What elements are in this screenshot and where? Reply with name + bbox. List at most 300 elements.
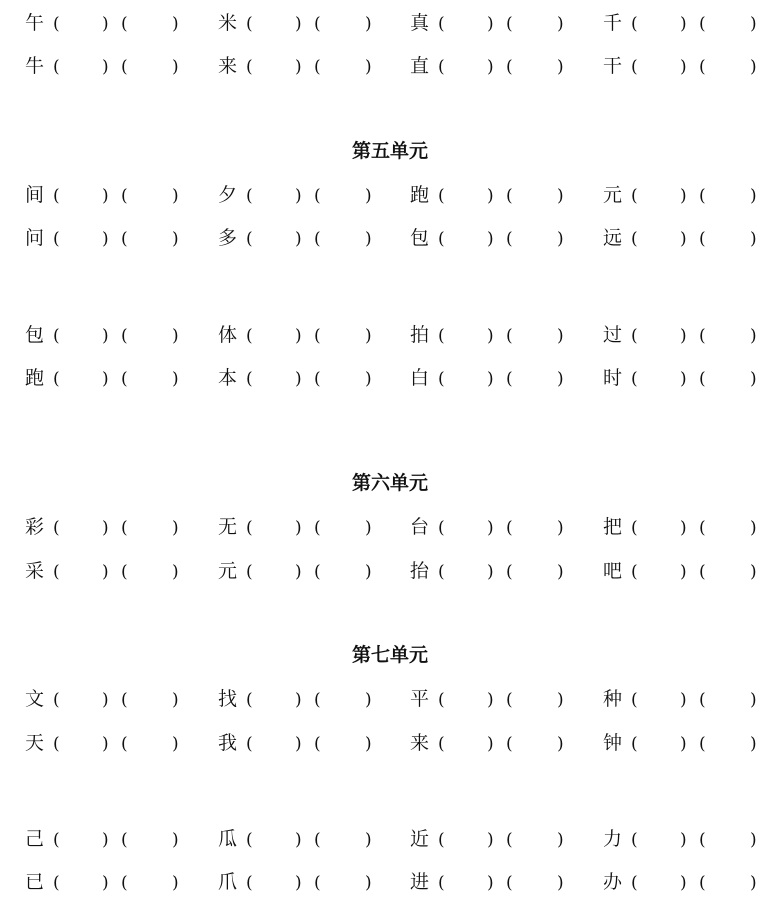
close-paren: ) (750, 229, 757, 249)
open-paren: ( (246, 57, 253, 77)
close-paren: ) (680, 873, 687, 893)
open-paren: ( (246, 690, 253, 710)
close-paren: ) (487, 57, 494, 77)
character: 吧 (603, 560, 623, 582)
character-item (410, 320, 600, 350)
close-paren: ) (750, 690, 757, 710)
character-row (0, 684, 780, 714)
open-paren: ( (631, 690, 638, 710)
open-paren: ( (314, 518, 321, 538)
character-item (603, 867, 780, 897)
open-paren: ( (506, 14, 513, 34)
character-item (410, 223, 600, 253)
close-paren: ) (295, 229, 302, 249)
character-item (603, 51, 780, 81)
open-paren: ( (121, 690, 128, 710)
character: 近 (410, 828, 430, 850)
character-row (0, 8, 780, 38)
open-paren: ( (438, 229, 445, 249)
character: 真 (410, 12, 430, 34)
open-paren: ( (506, 830, 513, 850)
character-item (603, 556, 780, 586)
character: 拍 (410, 324, 430, 346)
character: 爪 (218, 871, 238, 893)
character: 采 (25, 560, 45, 582)
character-item (25, 223, 215, 253)
close-paren: ) (487, 229, 494, 249)
character-item (218, 8, 408, 38)
character-item (603, 512, 780, 542)
open-paren: ( (438, 186, 445, 206)
close-paren: ) (172, 369, 179, 389)
open-paren: ( (121, 518, 128, 538)
open-paren: ( (121, 186, 128, 206)
close-paren: ) (557, 518, 564, 538)
open-paren: ( (121, 326, 128, 346)
character: 找 (218, 688, 238, 710)
close-paren: ) (295, 830, 302, 850)
character-item (218, 320, 408, 350)
character: 过 (603, 324, 623, 346)
open-paren: ( (121, 734, 128, 754)
character: 体 (218, 324, 238, 346)
character-item (218, 684, 408, 714)
open-paren: ( (506, 734, 513, 754)
character: 包 (410, 227, 430, 249)
close-paren: ) (295, 690, 302, 710)
character: 无 (218, 516, 238, 538)
close-paren: ) (750, 734, 757, 754)
character-row (0, 728, 780, 758)
close-paren: ) (680, 326, 687, 346)
close-paren: ) (557, 369, 564, 389)
character-item (218, 728, 408, 758)
character: 午 (25, 12, 45, 34)
character: 本 (218, 367, 238, 389)
close-paren: ) (295, 326, 302, 346)
open-paren: ( (631, 229, 638, 249)
character: 来 (410, 732, 430, 754)
close-paren: ) (680, 369, 687, 389)
close-paren: ) (102, 734, 109, 754)
close-paren: ) (750, 562, 757, 582)
character: 元 (218, 560, 238, 582)
character: 来 (218, 55, 238, 77)
open-paren: ( (438, 873, 445, 893)
character-item (25, 728, 215, 758)
open-paren: ( (53, 690, 60, 710)
open-paren: ( (438, 690, 445, 710)
close-paren: ) (172, 14, 179, 34)
character: 包 (25, 324, 45, 346)
close-paren: ) (295, 734, 302, 754)
open-paren: ( (631, 369, 638, 389)
close-paren: ) (557, 57, 564, 77)
character-item (218, 556, 408, 586)
open-paren: ( (121, 562, 128, 582)
close-paren: ) (680, 830, 687, 850)
close-paren: ) (487, 369, 494, 389)
close-paren: ) (365, 326, 372, 346)
character: 平 (410, 688, 430, 710)
character-item (25, 512, 215, 542)
close-paren: ) (750, 14, 757, 34)
close-paren: ) (680, 14, 687, 34)
close-paren: ) (557, 734, 564, 754)
close-paren: ) (487, 186, 494, 206)
open-paren: ( (631, 830, 638, 850)
close-paren: ) (102, 14, 109, 34)
character-row (0, 320, 780, 350)
close-paren: ) (750, 518, 757, 538)
close-paren: ) (172, 186, 179, 206)
close-paren: ) (750, 326, 757, 346)
close-paren: ) (365, 369, 372, 389)
close-paren: ) (365, 186, 372, 206)
character: 种 (603, 688, 623, 710)
character-item (410, 684, 600, 714)
character: 彩 (25, 516, 45, 538)
open-paren: ( (506, 369, 513, 389)
character-item (25, 51, 215, 81)
open-paren: ( (314, 690, 321, 710)
close-paren: ) (487, 734, 494, 754)
open-paren: ( (699, 369, 706, 389)
character-item (218, 867, 408, 897)
close-paren: ) (557, 873, 564, 893)
close-paren: ) (102, 57, 109, 77)
open-paren: ( (314, 229, 321, 249)
character: 台 (410, 516, 430, 538)
close-paren: ) (750, 57, 757, 77)
close-paren: ) (487, 518, 494, 538)
open-paren: ( (53, 562, 60, 582)
open-paren: ( (121, 229, 128, 249)
character: 进 (410, 871, 430, 893)
close-paren: ) (750, 830, 757, 850)
character: 跑 (25, 367, 45, 389)
close-paren: ) (172, 690, 179, 710)
character-row (0, 512, 780, 542)
open-paren: ( (438, 518, 445, 538)
open-paren: ( (506, 57, 513, 77)
open-paren: ( (53, 873, 60, 893)
open-paren: ( (53, 57, 60, 77)
character-row (0, 223, 780, 253)
open-paren: ( (53, 326, 60, 346)
character-item (410, 363, 600, 393)
close-paren: ) (557, 14, 564, 34)
close-paren: ) (102, 326, 109, 346)
close-paren: ) (102, 873, 109, 893)
character-item (410, 556, 600, 586)
close-paren: ) (557, 690, 564, 710)
open-paren: ( (246, 830, 253, 850)
open-paren: ( (121, 830, 128, 850)
character: 远 (603, 227, 623, 249)
close-paren: ) (487, 14, 494, 34)
character-item (25, 320, 215, 350)
open-paren: ( (53, 186, 60, 206)
open-paren: ( (506, 326, 513, 346)
open-paren: ( (438, 369, 445, 389)
open-paren: ( (699, 229, 706, 249)
character-item (410, 8, 600, 38)
character-item (603, 728, 780, 758)
character-item (603, 684, 780, 714)
close-paren: ) (557, 326, 564, 346)
open-paren: ( (699, 518, 706, 538)
character: 夕 (218, 184, 238, 206)
close-paren: ) (172, 830, 179, 850)
character-item (25, 867, 215, 897)
open-paren: ( (506, 186, 513, 206)
character: 元 (603, 184, 623, 206)
character: 时 (603, 367, 623, 389)
character-item (410, 728, 600, 758)
open-paren: ( (631, 186, 638, 206)
open-paren: ( (246, 369, 253, 389)
open-paren: ( (438, 14, 445, 34)
character-item (410, 180, 600, 210)
open-paren: ( (506, 562, 513, 582)
close-paren: ) (487, 326, 494, 346)
character-item (603, 363, 780, 393)
close-paren: ) (557, 229, 564, 249)
open-paren: ( (314, 14, 321, 34)
close-paren: ) (365, 14, 372, 34)
open-paren: ( (246, 873, 253, 893)
open-paren: ( (314, 186, 321, 206)
character-row (0, 51, 780, 81)
section-heading: 第五单元 (351, 140, 428, 162)
close-paren: ) (487, 690, 494, 710)
character-item (25, 556, 215, 586)
character: 米 (218, 12, 238, 34)
open-paren: ( (631, 518, 638, 538)
close-paren: ) (680, 518, 687, 538)
open-paren: ( (438, 326, 445, 346)
character-row (0, 556, 780, 586)
open-paren: ( (699, 57, 706, 77)
open-paren: ( (438, 57, 445, 77)
character-item (25, 824, 215, 854)
open-paren: ( (121, 369, 128, 389)
open-paren: ( (314, 562, 321, 582)
open-paren: ( (699, 14, 706, 34)
character-item (410, 51, 600, 81)
character-item (218, 512, 408, 542)
close-paren: ) (680, 57, 687, 77)
close-paren: ) (102, 562, 109, 582)
character-item (25, 8, 215, 38)
character: 间 (25, 184, 45, 206)
character-item (410, 824, 600, 854)
character-item (218, 51, 408, 81)
close-paren: ) (557, 186, 564, 206)
open-paren: ( (699, 186, 706, 206)
open-paren: ( (246, 734, 253, 754)
close-paren: ) (102, 690, 109, 710)
close-paren: ) (102, 830, 109, 850)
close-paren: ) (172, 562, 179, 582)
open-paren: ( (314, 57, 321, 77)
open-paren: ( (631, 873, 638, 893)
close-paren: ) (487, 873, 494, 893)
close-paren: ) (295, 518, 302, 538)
character: 把 (603, 516, 623, 538)
character: 文 (25, 688, 45, 710)
open-paren: ( (53, 830, 60, 850)
close-paren: ) (680, 186, 687, 206)
open-paren: ( (121, 873, 128, 893)
open-paren: ( (699, 690, 706, 710)
close-paren: ) (365, 57, 372, 77)
character: 己 (25, 828, 45, 850)
character: 办 (603, 871, 623, 893)
character-item (603, 824, 780, 854)
open-paren: ( (699, 830, 706, 850)
section-heading: 第七单元 (351, 644, 428, 666)
open-paren: ( (631, 14, 638, 34)
open-paren: ( (53, 518, 60, 538)
open-paren: ( (631, 734, 638, 754)
character-row (0, 180, 780, 210)
character: 千 (603, 12, 623, 34)
close-paren: ) (750, 369, 757, 389)
open-paren: ( (246, 518, 253, 538)
open-paren: ( (506, 690, 513, 710)
close-paren: ) (102, 186, 109, 206)
character-item (218, 180, 408, 210)
character: 跑 (410, 184, 430, 206)
character: 白 (410, 367, 430, 389)
character-item (218, 363, 408, 393)
open-paren: ( (631, 57, 638, 77)
character: 干 (603, 55, 623, 77)
close-paren: ) (487, 562, 494, 582)
character-item (410, 512, 600, 542)
character-item (603, 223, 780, 253)
open-paren: ( (438, 734, 445, 754)
character-item (218, 223, 408, 253)
open-paren: ( (314, 830, 321, 850)
close-paren: ) (172, 518, 179, 538)
close-paren: ) (365, 518, 372, 538)
character-row (0, 867, 780, 897)
close-paren: ) (295, 562, 302, 582)
open-paren: ( (631, 326, 638, 346)
character: 问 (25, 227, 45, 249)
close-paren: ) (172, 57, 179, 77)
close-paren: ) (172, 229, 179, 249)
close-paren: ) (295, 369, 302, 389)
close-paren: ) (172, 734, 179, 754)
open-paren: ( (246, 14, 253, 34)
close-paren: ) (680, 562, 687, 582)
close-paren: ) (295, 873, 302, 893)
open-paren: ( (53, 14, 60, 34)
close-paren: ) (365, 690, 372, 710)
open-paren: ( (53, 734, 60, 754)
close-paren: ) (172, 873, 179, 893)
character: 多 (218, 227, 238, 249)
close-paren: ) (365, 562, 372, 582)
character-row (0, 363, 780, 393)
open-paren: ( (699, 326, 706, 346)
character-item (603, 180, 780, 210)
character-item (25, 180, 215, 210)
open-paren: ( (699, 734, 706, 754)
open-paren: ( (506, 229, 513, 249)
close-paren: ) (295, 14, 302, 34)
character: 抬 (410, 560, 430, 582)
open-paren: ( (246, 562, 253, 582)
close-paren: ) (680, 734, 687, 754)
open-paren: ( (631, 562, 638, 582)
open-paren: ( (314, 873, 321, 893)
close-paren: ) (365, 873, 372, 893)
character-item (603, 8, 780, 38)
close-paren: ) (557, 562, 564, 582)
close-paren: ) (750, 186, 757, 206)
open-paren: ( (121, 14, 128, 34)
open-paren: ( (246, 186, 253, 206)
character: 力 (603, 828, 623, 850)
character: 直 (410, 55, 430, 77)
character: 牛 (25, 55, 45, 77)
character-item (25, 363, 215, 393)
character: 钟 (603, 732, 623, 754)
open-paren: ( (438, 562, 445, 582)
open-paren: ( (438, 830, 445, 850)
character: 天 (25, 732, 45, 754)
close-paren: ) (102, 229, 109, 249)
open-paren: ( (314, 326, 321, 346)
close-paren: ) (750, 873, 757, 893)
open-paren: ( (506, 873, 513, 893)
close-paren: ) (295, 186, 302, 206)
open-paren: ( (506, 518, 513, 538)
close-paren: ) (295, 57, 302, 77)
close-paren: ) (365, 229, 372, 249)
open-paren: ( (314, 734, 321, 754)
character-item (603, 320, 780, 350)
character-row (0, 824, 780, 854)
character-item (410, 867, 600, 897)
open-paren: ( (53, 229, 60, 249)
close-paren: ) (102, 518, 109, 538)
open-paren: ( (699, 873, 706, 893)
character: 我 (218, 732, 238, 754)
open-paren: ( (246, 229, 253, 249)
close-paren: ) (487, 830, 494, 850)
close-paren: ) (102, 369, 109, 389)
section-heading: 第六单元 (351, 472, 428, 494)
open-paren: ( (53, 369, 60, 389)
close-paren: ) (365, 830, 372, 850)
close-paren: ) (365, 734, 372, 754)
close-paren: ) (680, 690, 687, 710)
character: 已 (25, 871, 45, 893)
close-paren: ) (172, 326, 179, 346)
open-paren: ( (314, 369, 321, 389)
open-paren: ( (699, 562, 706, 582)
open-paren: ( (246, 326, 253, 346)
character-item (218, 824, 408, 854)
close-paren: ) (680, 229, 687, 249)
character: 瓜 (218, 828, 238, 850)
